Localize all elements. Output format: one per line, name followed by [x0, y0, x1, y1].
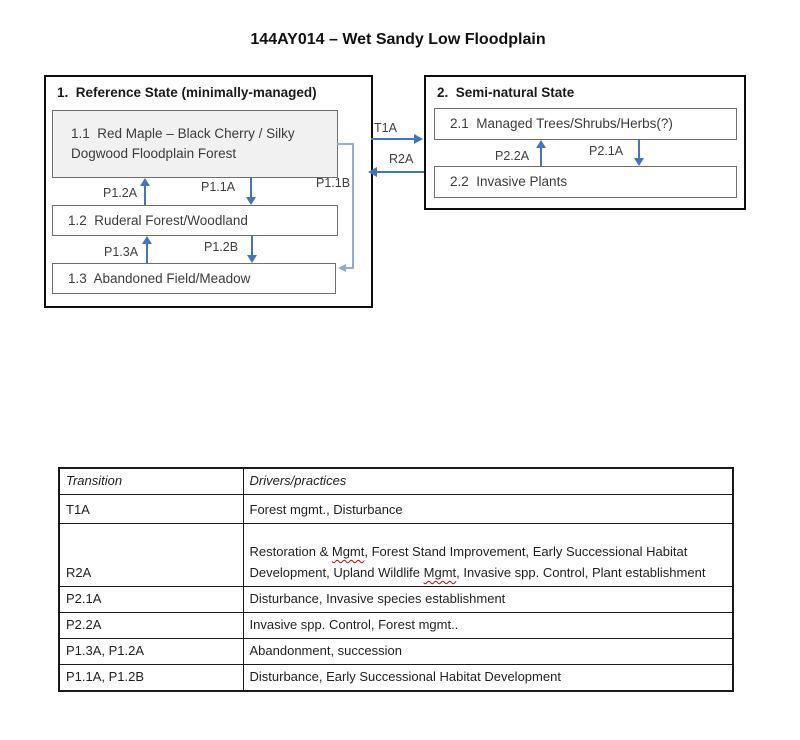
- p1-3a-arrow-line: [146, 243, 148, 263]
- table-row-p2-2a: [59, 613, 733, 639]
- pathway-label-p1-1b: P1.1B: [316, 176, 351, 190]
- drivers-cell: Forest mgmt., Disturbance: [243, 495, 733, 524]
- column-header-drivers: Drivers/practices: [243, 468, 733, 495]
- misspelled-word: Mgmt: [423, 565, 457, 580]
- t1a-arrowhead-icon: [414, 134, 423, 144]
- community-label-1-2: 1.2 Ruderal Forest/Woodland: [68, 212, 248, 228]
- p1-2b-arrow-line: [251, 236, 253, 255]
- p1-1a-arrowhead-icon: [246, 197, 256, 205]
- r2a-arrow-line: [376, 171, 424, 173]
- p2-2a-arrow-line: [540, 147, 542, 166]
- p1-1b-arrowhead-icon: [338, 264, 346, 272]
- pathway-label-t1a: T1A: [374, 121, 397, 135]
- table-header-row: [59, 468, 733, 495]
- p2-1a-arrowhead-icon: [634, 158, 644, 166]
- drivers-cell: Abandonment, succession: [243, 639, 733, 665]
- community-box-1-3: [52, 263, 336, 294]
- drivers-cell: Disturbance, Invasive species establishment: [243, 587, 733, 613]
- community-label-1-1: 1.1 Red Maple – Black Cherry / Silky Dogwood Floodplain Forest: [71, 126, 299, 161]
- table-row-p2-1a: [59, 587, 733, 613]
- p1-2b-arrowhead-icon: [247, 255, 257, 263]
- pathway-label-p1-2a: P1.2A: [103, 186, 138, 200]
- transition-cell: P1.3A, P1.2A: [59, 639, 243, 665]
- table-row-p1-3a-p1-2a: [59, 639, 733, 665]
- drivers-text: , Forest Stand Improvement, Early Successional Habitat Development, Upland Wildlife: [249, 544, 688, 580]
- pathway-label-p2-1a: P2.1A: [589, 144, 624, 158]
- pathway-label-p1-2b: P1.2B: [204, 240, 239, 254]
- table-row-p1-1a-p1-2b: [59, 665, 733, 692]
- p1-2a-arrow-line: [144, 185, 146, 205]
- p1-1b-elbow-bottom-segment: [346, 267, 354, 269]
- transition-cell: P1.1A, P1.2B: [59, 665, 243, 692]
- community-box-2-2: [434, 166, 737, 198]
- drivers-cell: Disturbance, Early Successional Habitat Development: [243, 665, 733, 692]
- misspelled-word: Mgmt: [331, 544, 365, 559]
- community-label-2-1: 2.1 Managed Trees/Shrubs/Herbs(?): [450, 116, 673, 131]
- semi-natural-state-header: 2. Semi-natural State: [437, 85, 575, 100]
- p1-1b-elbow-vertical-segment: [352, 143, 354, 269]
- drivers-cell: [243, 524, 733, 587]
- t1a-arrow-line: [371, 138, 415, 140]
- drivers-text: Restoration &: [249, 544, 332, 559]
- community-box-1-2: [52, 205, 338, 236]
- page-title: 144AY014 – Wet Sandy Low Floodplain: [250, 31, 546, 48]
- transition-table-container: [58, 467, 732, 692]
- drivers-cell: Invasive spp. Control, Forest mgmt..: [243, 613, 733, 639]
- table-row-r2a: [59, 524, 733, 587]
- column-header-transition: Transition: [59, 468, 243, 495]
- community-label-1-3: 1.3 Abandoned Field/Meadow: [68, 270, 251, 286]
- pathway-label-r2a: R2A: [389, 152, 414, 166]
- p2-1a-arrow-line: [638, 140, 640, 158]
- transition-table: [58, 467, 734, 692]
- transition-cell: P2.1A: [59, 587, 243, 613]
- drivers-text: , Invasive spp. Control, Plant establishment: [456, 565, 706, 580]
- table-row-t1a: [59, 495, 733, 524]
- pathway-label-p2-2a: P2.2A: [495, 149, 530, 163]
- transition-cell: R2A: [59, 524, 243, 587]
- p1-1a-arrow-line: [250, 178, 252, 197]
- pathway-label-p1-1a: P1.1A: [201, 180, 236, 194]
- community-label-2-2: 2.2 Invasive Plants: [450, 174, 568, 189]
- transition-cell: T1A: [59, 495, 243, 524]
- pathway-label-p1-3a: P1.3A: [104, 245, 139, 259]
- community-box-1-1: [52, 110, 338, 178]
- transition-cell: P2.2A: [59, 613, 243, 639]
- reference-state-header: 1. Reference State (minimally-managed): [57, 85, 317, 100]
- community-box-2-1: [434, 108, 737, 140]
